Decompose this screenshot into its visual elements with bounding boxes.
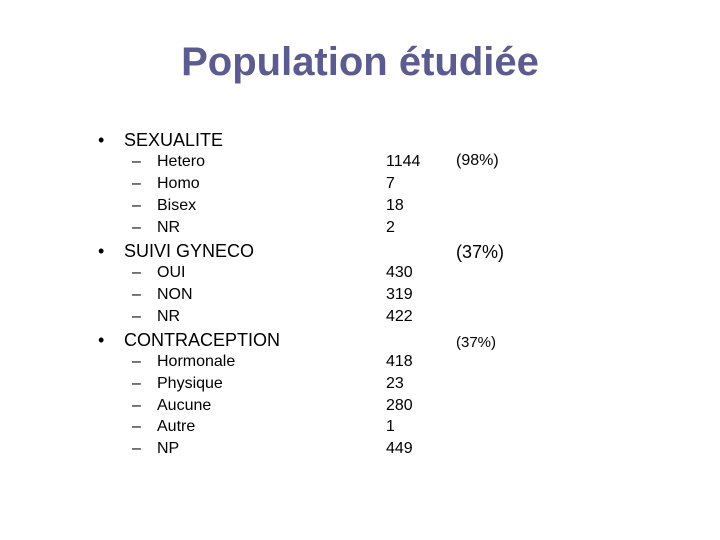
- item-value: 430: [386, 264, 413, 281]
- dash-marker: –: [132, 153, 141, 170]
- item-value: 319: [386, 286, 413, 303]
- dash-marker: –: [132, 175, 141, 192]
- dash-marker: –: [132, 308, 141, 325]
- bullet-point: •: [98, 241, 105, 261]
- section-percent-sexualite: (98%): [456, 152, 499, 169]
- dash-marker: –: [132, 197, 141, 214]
- item-label: Autre: [157, 418, 196, 435]
- section-heading-sexualite: SEXUALITE: [124, 130, 224, 150]
- item-label: NR: [157, 308, 181, 325]
- section-heading-contraception: CONTRACEPTION: [124, 330, 281, 350]
- section-percent-contraception: (37%): [456, 334, 497, 351]
- item-label: Hormonale: [157, 353, 236, 370]
- item-value: 2: [386, 219, 395, 236]
- dash-marker: –: [132, 375, 141, 392]
- item-value: 422: [386, 308, 413, 325]
- dash-marker: –: [132, 219, 141, 236]
- dash-marker: –: [132, 440, 141, 457]
- item-value: 23: [386, 375, 404, 392]
- dash-marker: –: [132, 286, 141, 303]
- bullet-point: •: [98, 330, 105, 350]
- section-percent-suivi-gyneco: (37%): [456, 242, 505, 262]
- section-heading-suivi-gyneco: SUIVI GYNECO: [124, 241, 255, 261]
- item-label: Bisex: [157, 197, 197, 214]
- item-label: OUI: [157, 264, 186, 281]
- item-value: 280: [386, 397, 413, 414]
- item-label: Physique: [157, 375, 223, 392]
- item-label: NP: [157, 440, 180, 457]
- item-value: 418: [386, 353, 413, 370]
- item-value: 1144: [386, 153, 421, 170]
- item-label: Hetero: [157, 153, 206, 170]
- item-label: Aucune: [157, 397, 212, 414]
- item-label: NON: [157, 286, 193, 303]
- bullet-point: •: [98, 130, 105, 150]
- item-value: 7: [386, 175, 395, 192]
- item-value: 18: [386, 197, 404, 214]
- item-label: Homo: [157, 175, 200, 192]
- dash-marker: –: [132, 397, 141, 414]
- dash-marker: –: [132, 353, 141, 370]
- dash-marker: –: [132, 264, 141, 281]
- dash-marker: –: [132, 418, 141, 435]
- item-value: 1: [386, 418, 395, 435]
- item-label: NR: [157, 219, 181, 236]
- slide-title: Population étudiée: [181, 40, 539, 84]
- item-value: 449: [386, 440, 413, 457]
